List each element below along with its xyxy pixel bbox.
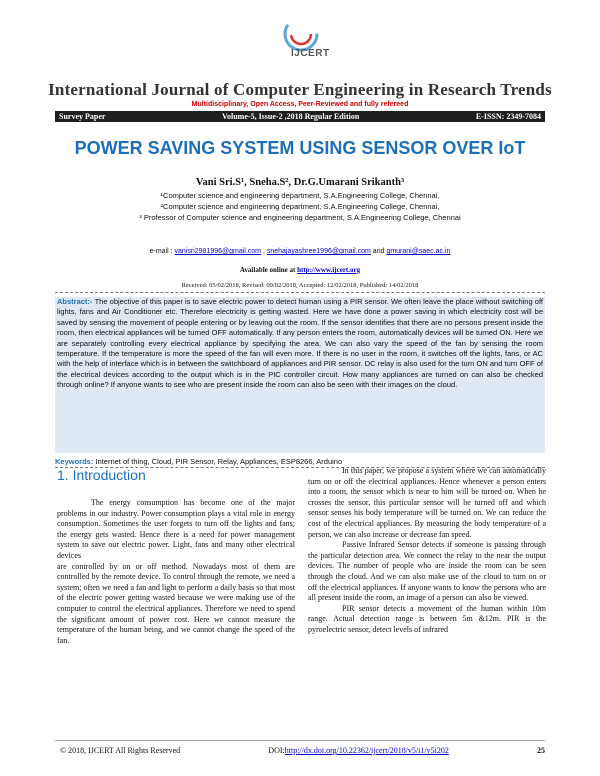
online-availability: [0, 266, 600, 274]
keywords-label: Keywords:: [55, 457, 96, 466]
affiliation-3: ³ Professor of Computer science and engineering department, S.A.Engineering College, Chennai: [139, 213, 461, 222]
footer-divider: [55, 740, 545, 741]
email-label: e-mail :: [149, 248, 175, 255]
keywords: [55, 457, 545, 466]
affiliation-2: ²Computer science and engineering department, S.A.Engineering College, Chennai,: [160, 202, 440, 211]
journal-info-bar: [55, 111, 545, 122]
email-and: and: [370, 248, 387, 255]
doi-label: DOI:: [268, 746, 285, 755]
abstract-label: Abstract:-: [57, 297, 95, 306]
email-separator: ,: [261, 248, 267, 255]
authors: Vani Sri.S¹, Sneha.S², Dr.G.Umarani Srikanth³: [195, 177, 405, 188]
journal-title: International Journal of Computer Engineering in Research Trends: [48, 80, 552, 99]
paragraph: Passive Infrared Sensor detects if someone is passing through the particular detection area. We connect the relay to the near the output devices. The number of people who are inside the room can be seen through the cloud. And we can also make use of the cloud to turn on or off the electrical appliances. If anyone wants to know the persons who are all present inside the room, an image of a person can also be viewed.: [308, 540, 546, 603]
paragraph: The energy consumption has become one of the major problems in our industry. Power consumption plays a vital role in energy consumption. Sometimes the user forgets to turn off the lights and fans; the energy gets wasted. Hence there is a need for power management system to save our electric power. Light, fans and many other electrical devices: [57, 498, 295, 560]
paper-type: Survey Paper: [59, 112, 106, 121]
paragraph: PIR sensor detects a movement of the human within 10m range. Actual detection range is between 5m &12m. PIR is the pyroelectric sensor, detect levels of infrared: [308, 603, 546, 634]
volume-issue: Volume-5, Issue-2 ,2018 Regular Edition: [221, 112, 360, 121]
paragraph: In this paper, we propose a system where we can automatically turn on or off the electrical appliances. Hence whenever a person enters into a room, the sensor which is near to him will be turned on. When he crosses the sensor, this particular sensor will be turned off and which sensor senses his body temperature will be turned on. We can reduce the cost of the electrical appliances. By measuring the body temperature of a person, we can also increase or decrease fan speed.: [308, 466, 546, 539]
divider: [55, 292, 545, 293]
section-heading: 1. Introduction: [57, 467, 146, 483]
abstract-box: [55, 297, 545, 453]
paper-title: POWER SAVING SYSTEM USING SENSOR OVER IoT: [74, 138, 526, 158]
right-column: [308, 466, 546, 636]
logo-text: IJCERT: [291, 48, 330, 59]
email-link-3[interactable]: gmurani@saec.ac.in: [386, 248, 451, 255]
copyright: © 2018, IJCERT All Rights Reserved: [60, 746, 181, 755]
publication-dates: Received: 05/02/2018, Revised: 09/02/2018, Accepted: 12/02/2018, Published: 14/02/2018: [181, 282, 419, 289]
email-link-1[interactable]: vanisri2981996@gmail.com: [174, 248, 262, 255]
email-link-2[interactable]: snehajayashree1996@gmail.com: [266, 248, 371, 255]
page-number: 25: [537, 746, 545, 755]
abstract-text: The objective of this paper is to save electric power to detect human using a PIR sensor. We often leave the place without switching off lights, fans and Air Conditioner etc. Therefore electricity is getting wasted. Here we have done a power saving in which electricity cost will be saved by sensing the movement of people entering or by leaving out the room. If the sensor identifies that there are no persons present inside the room, then electrical appliances will be turned OFF automatically. If any person enters the room, automatically devices will be turned ON. Here we are separately controlling every electrical appliance by specifying the area. We can also vary the speed of the fan by sensing the room temperature. If the temperature is more the speed of the fan will even more. If there is no user in the room, it switches off the lights, fans, or AC with the help of interface which is in between the switchboard of appliances and PIR sensor. DC relay is also used for the turn ON and turn OFF of the electrical devices according to the output which is in the PIC controller circuit. How many appliances are turned on can also be checked through online? If anyone wants to see who are present inside the room can also be seen with their images on the cloud.: [57, 297, 543, 390]
left-column: [57, 498, 295, 646]
emails: [0, 248, 600, 255]
journal-subtitle: Multidisciplinary, Open Access, Peer-Reviewed and fully refereed: [191, 101, 409, 108]
online-label: Available online at: [239, 266, 298, 274]
doi-link[interactable]: http://dx.doi.org/10.22362/ijcert/2018/v5/i1/v5i202: [284, 746, 449, 755]
affiliation-1: ¹Computer science and engineering department, S.A.Engineering College, Chennai,: [160, 191, 440, 200]
journal-url-link[interactable]: http://www.ijcert.org: [297, 266, 361, 274]
issn: E-ISSN: 2349-7084: [475, 112, 541, 121]
footer: [60, 746, 545, 755]
paragraph: are controlled by on or off method. Nowadays most of them are controlled by the remote device. To control through the remote, we need a system; often we need a fan and light to perform a daily basis so that most of the electric power getting wasted because we were making use of the computer to control the electrical appliances. Therefore we need to spend the significant amount of power cost. Here we cannot measure the temperature of the human being, and we cannot change the speed of the fan.: [57, 561, 295, 645]
doi: [268, 746, 449, 755]
keywords-text: Internet of thing, Cloud, PIR Sensor, Relay, Appliances, ESP8266, Arduino: [95, 457, 343, 466]
